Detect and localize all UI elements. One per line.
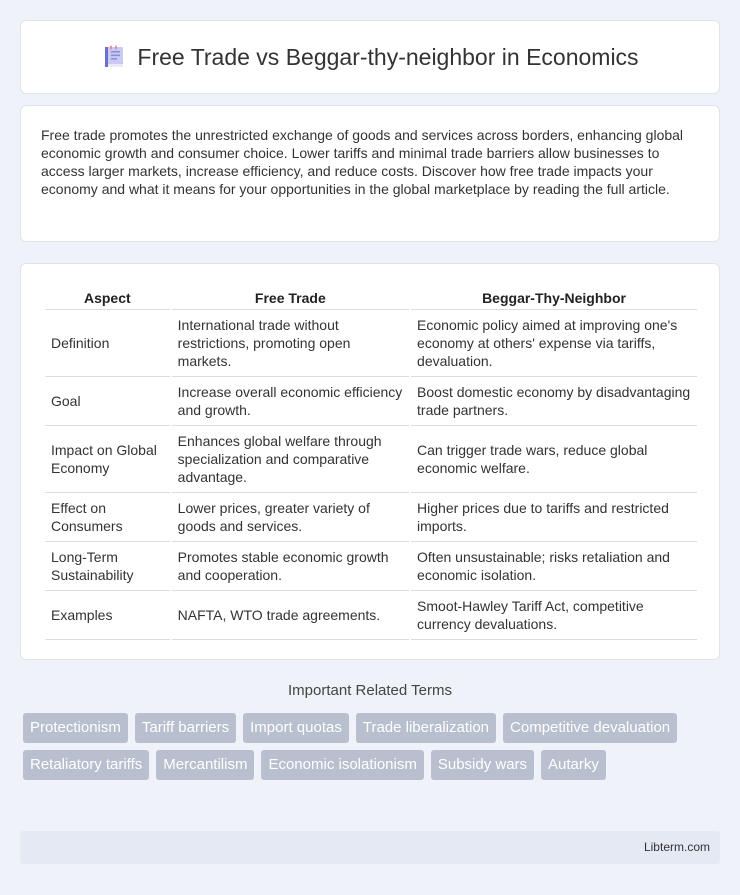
table-cell-aspect: Effect on Consumers: [45, 493, 170, 542]
page-title: Free Trade vs Beggar-thy-neighbor in Economics: [137, 43, 639, 70]
related-term-tag[interactable]: Autarky: [541, 750, 606, 780]
intro-card: [20, 105, 720, 242]
table-row: [45, 310, 697, 377]
related-terms-list: [23, 713, 723, 780]
table-cell-beggar-thy-neighbor: Economic policy aimed at improving one's economy at others' expense via tariffs, devaluation.: [411, 310, 697, 377]
table-cell-beggar-thy-neighbor: Often unsustainable; risks retaliation and economic isolation.: [411, 542, 697, 591]
table-row: [45, 493, 697, 542]
table-cell-beggar-thy-neighbor: Boost domestic economy by disadvantaging trade partners.: [411, 377, 697, 426]
table-cell-beggar-thy-neighbor: Higher prices due to tariffs and restricted imports.: [411, 493, 697, 542]
table-cell-free-trade: NAFTA, WTO trade agreements.: [172, 591, 409, 640]
related-term-tag[interactable]: Retaliatory tariffs: [23, 750, 149, 780]
table-cell-aspect: Definition: [45, 310, 170, 377]
comparison-table: [43, 286, 699, 640]
table-row: [45, 542, 697, 591]
table-cell-aspect: Examples: [45, 591, 170, 640]
table-cell-aspect: Long-Term Sustainability: [45, 542, 170, 591]
table-row: [45, 377, 697, 426]
book-icon: [101, 44, 127, 70]
related-term-tag[interactable]: Economic isolationism: [261, 750, 423, 780]
header-card: [20, 20, 720, 94]
footer-site-link[interactable]: Libterm.com: [643, 840, 710, 854]
table-cell-free-trade: Promotes stable economic growth and cooperation.: [172, 542, 409, 591]
table-cell-free-trade: Lower prices, greater variety of goods and services.: [172, 493, 409, 542]
table-row: [45, 426, 697, 493]
table-cell-beggar-thy-neighbor: Smoot-Hawley Tariff Act, competitive currency devaluations.: [411, 591, 697, 640]
related-term-tag[interactable]: Tariff barriers: [135, 713, 236, 743]
table-cell-free-trade: International trade without restrictions, promoting open markets.: [172, 310, 409, 377]
related-term-tag[interactable]: Trade liberalization: [356, 713, 496, 743]
table-row: [45, 591, 697, 640]
related-terms-title: Important Related Terms: [288, 682, 452, 699]
table-cell-beggar-thy-neighbor: Can trigger trade wars, reduce global economic welfare.: [411, 426, 697, 493]
intro-text: Free trade promotes the unrestricted exchange of goods and services across borders, enhancing global economic growth and consumer choice. Lower tariffs and minimal trade barriers allow businesses to access larger markets, increase efficiency, and reduce costs. Discover how free trade impacts your economy and what it means for your opportunities in the global marketplace by reading the full article.: [41, 127, 684, 197]
comparison-table-card: [20, 263, 720, 660]
related-term-tag[interactable]: Mercantilism: [156, 750, 254, 780]
table-header-beggar-thy-neighbor: Beggar-Thy-Neighbor: [411, 286, 697, 310]
table-header-free-trade: Free Trade: [172, 286, 409, 310]
table-cell-aspect: Impact on Global Economy: [45, 426, 170, 493]
table-cell-aspect: Goal: [45, 377, 170, 426]
table-cell-free-trade: Increase overall economic efficiency and growth.: [172, 377, 409, 426]
table-cell-free-trade: Enhances global welfare through specialization and comparative advantage.: [172, 426, 409, 493]
table-header-aspect: Aspect: [45, 286, 170, 310]
footer: [20, 831, 720, 864]
related-term-tag[interactable]: Import quotas: [243, 713, 349, 743]
related-term-tag[interactable]: Protectionism: [23, 713, 128, 743]
related-term-tag[interactable]: Subsidy wars: [431, 750, 534, 780]
table-header-row: [45, 286, 697, 310]
related-term-tag[interactable]: Competitive devaluation: [503, 713, 677, 743]
